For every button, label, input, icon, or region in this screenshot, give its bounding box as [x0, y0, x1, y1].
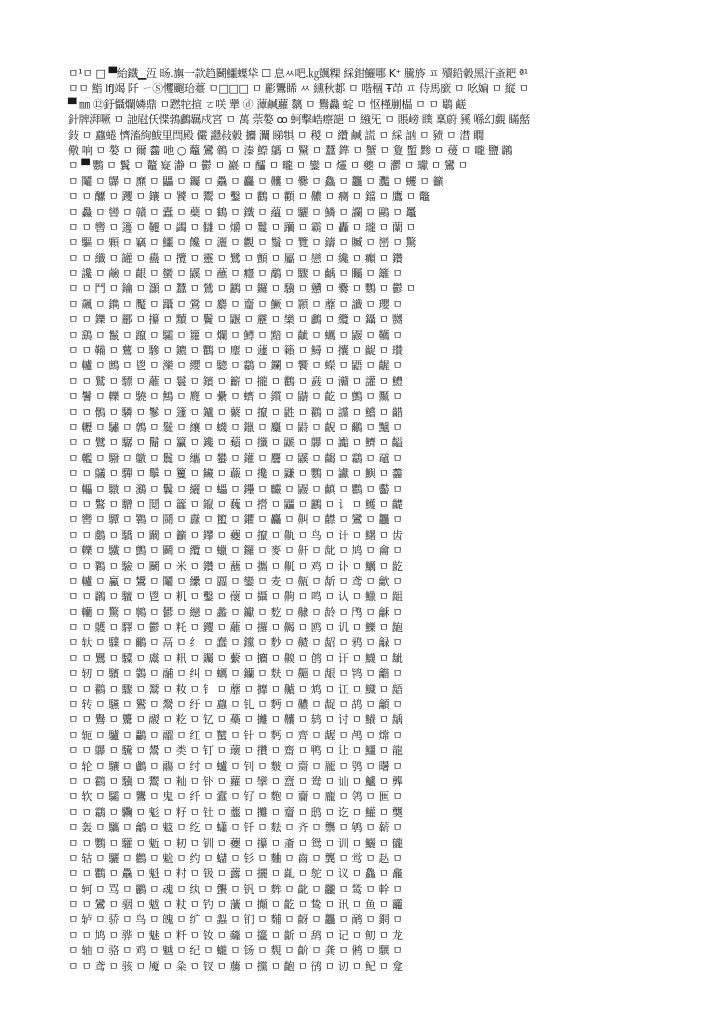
text-line: ㅁ 轭 ㅁ 驢 ㅁ 鸓 ㅁ 鬸 ㅁ 红 ㅁ 蠥 ㅁ 针 ㅁ 麫 ㅁ 齊 ㅁ 龌 ㅁ 鸬 ㅁ 龦 ㅁ — [68, 728, 403, 742]
text-line: ㅁ 轱 ㅁ 驪 ㅁ 鸛 ㅁ 魀 ㅁ 约 ㅁ 蠩 ㅁ 钐 ㅁ 麯 ㅁ 齒 ㅁ 龔 ㅁ 鸴 ㅁ 龪 ㅁ — [68, 851, 403, 865]
text-line: ㅁ 灥 ㅁ 曫 ㅁ 贛 ㅁ 蠹 ㅁ 蘗 ㅁ 鶴 ㅁ 鐵 ㅁ 蘊 ㅁ 驪 ㅁ 鱗 ㅁ 讕 ㅁ 鷗 ㅁ 鼉 — [68, 205, 417, 219]
text-line: 鈙 ㅁ 蠤蜷 懠滀絇鮁里閆殿 儼 讔敊豰 攟 灛 睇犋 ㅁ 稯 ㅁ 纘 鹹 謊 ㅁ 綵 訩 ㅁ 豮 ㅁ 澘 瞯 — [68, 128, 484, 142]
text-line: ㅁ ㅁ 鸄 ㅁ 驓 ㅁ 鬩 ㅁ 籱 ㅁ 鑹 ㅁ 蘶 ㅁ 攚 ㅁ 鼺 ㅁ 鸝 ㅁ 讠 ㅁ 鱯 ㅁ 齼 — [68, 497, 403, 511]
text-line: ㅁ ㅁ 鸖 ㅁ 驥 ㅁ 鬻 ㅁ 籼 ㅁ 钋 ㅁ 蘿 ㅁ 攣 ㅁ 齍 ㅁ 鸯 ㅁ 讪 ㅁ 鱸 ㅁ 龏 — [68, 774, 403, 788]
text-line: ㅁ 驅 ㅁ 顆 ㅁ 竊 ㅁ 鱷 ㅁ 饞 ㅁ 灑 ㅁ 觀 ㅁ 鬚 ㅁ 覽 ㅁ 鑄 ㅁ 贓 ㅁ 巒 ㅁ 驚 — [68, 236, 417, 250]
text-line: ㅁ ㅁ 鸞 ㅁ 骃 ㅁ 魃 ㅁ 粀 ㅁ 钓 ㅁ 虃 ㅁ 攧 ㅁ 齕 ㅁ 鸷 ㅁ 讯 ㅁ 鱼 ㅁ 龗 — [68, 898, 403, 912]
text-line: ▀ ㎜ ⑫釪懾爛嫾鼎 ㅁ蹨㸰揎 ㄛ咲 犟 ⓓ 藫鹹蘿 黐 ㅁ 鸒灥 蝊 ㅁ 怄槿剻橸 ㅁ ㅁ 鶡 鹺 — [68, 97, 467, 111]
text-line: ㅁㅁ 鮨 lfJ竭 阡 ㄧⓈ戄飀珨薹 ㅁ□□□ ㅁ 彲鸗睎 ㅆ 纁秋郪 ㅁ 喈稒 Ŧ䒢 ㅍ 侍馬廞 ㅁ 吆媥 ㅁ 縦 ㅁ — [68, 82, 529, 96]
text-line: ㅁ ㅁ 鸐 ㅁ 驟 ㅁ 鬵 ㅁ 籹 ㅁ 钅 ㅁ 蘼 ㅁ 攠 ㅁ 齇 ㅁ 鸩 ㅁ 讧 ㅁ 鱵 ㅁ 龉 — [68, 682, 403, 696]
text-line: ㅁ ㅁ 鸊 ㅁ 驙 ㅁ 鬯 ㅁ 籶 ㅁ 鑿 ㅁ 蘹 ㅁ 攝 ㅁ 齁 ㅁ 鸣 ㅁ 认 ㅁ 鱲 ㅁ 龃 — [68, 590, 403, 604]
text-line: ㅁ 轡 ㅁ 驔 ㅁ 鸅 ㅁ 鬪 ㅁ 纛 ㅁ 蠞 ㅁ 鑺 ㅁ 麤 ㅁ 鼼 ㅁ 齽 ㅁ 鸞 ㅁ 龘 ㅁ — [68, 513, 403, 527]
text-line: ㅁ ㅁ 鸆 ㅁ 驕 ㅁ 鬫 ㅁ 籲 ㅁ 鑻 ㅁ 蘷 ㅁ 攛 ㅁ 鼽 ㅁ 鸟 ㅁ 计 ㅁ 鱰 ㅁ 齿 — [68, 528, 403, 542]
text-line: ㅁ 轲 ㅁ 骂 ㅁ 鸝 ㅁ 魂 ㅁ 纨 ㅁ 蠪 ㅁ 钒 ㅁ 麰 ㅁ 齔 ㅁ 龖 ㅁ 鸶 ㅁ 龫 ㅁ — [68, 882, 403, 896]
text-line: ㅁ 软 ㅁ 驦 ㅁ 鸗 ㅁ 鬼 ㅁ 纤 ㅁ 蠧 ㅁ 钌 ㅁ 麭 ㅁ 齎 ㅁ 龐 ㅁ 鸰 ㅁ 龨 ㅁ — [68, 790, 403, 804]
text-line: ㅁ 飆 ㅁ 鐫 ㅁ 魘 ㅁ 躡 ㅁ 鶯 ㅁ 麝 ㅁ 齏 ㅁ 鱖 ㅁ 顥 ㅁ 蘼 ㅁ 讖 ㅁ 瓔 ㅁ — [68, 297, 403, 311]
text-line: ㅁ 轢 ㅁ 驖 ㅁ 鸇 ㅁ 鬬 ㅁ 纜 ㅁ 蠟 ㅁ 鑼 ㅁ 麥 ㅁ 鼾 ㅁ 龀 ㅁ 鸠 ㅁ 龠 ㅁ — [68, 544, 403, 558]
text-line: ㅁ ㅁ 鸃 ㅁ 驒 ㅁ 鬡 ㅁ 籰 ㅁ 鑶 ㅁ 蘵 ㅁ 攙 ㅁ 鼸 ㅁ 鸚 ㅁ 讞 ㅁ 鱮 ㅁ 齹 — [68, 467, 403, 481]
text-line: ㅁ 转 ㅁ 驠 ㅁ 鸑 ㅁ 鬶 ㅁ 纡 ㅁ 蠤 ㅁ 钆 ㅁ 麪 ㅁ 齈 ㅁ 龊 ㅁ 鸪 ㅁ 龥 ㅁ — [68, 698, 403, 712]
text-line: ㅁ 轤 ㅁ 驘 ㅁ 鸉 ㅁ 鬮 ㅁ 纝 ㅁ 蠠 ㅁ 鑾 ㅁ 麦 ㅁ 齀 ㅁ 龂 ㅁ 鸢 ㅁ 龡 ㅁ — [68, 574, 403, 588]
text-line: ㅁ 轴 ㅁ 骆 ㅁ 鸡 ㅁ 魆 ㅁ 纪 ㅁ 蠬 ㅁ 钖 ㅁ 麲 ㅁ 齘 ㅁ 龚 ㅁ 鸺 ㅁ 龭 ㅁ — [68, 944, 403, 958]
text-line: ㅁ 轞 ㅁ 驋 ㅁ 鷻 ㅁ 鬞 ㅁ 纗 ㅁ 蠜 ㅁ 鑵 ㅁ 麢 ㅁ 鼷 ㅁ 齺 ㅁ 鸘 ㅁ 黿 ㅁ — [68, 451, 403, 465]
text-line: ㅁ 轮 ㅁ 驤 ㅁ 鸕 ㅁ 鬺 ㅁ 纣 ㅁ 蠦 ㅁ 钊 ㅁ 麬 ㅁ 齌 ㅁ 龎 ㅁ 鸮 ㅁ 龧 ㅁ — [68, 759, 403, 773]
text-line: ㅁ ㅁ 纖 ㅁ 罐 ㅁ 蠱 ㅁ 攬 ㅁ 靈 ㅁ 鷺 ㅁ 顫 ㅁ 屬 ㅁ 戀 ㅁ 纔 ㅁ 癲 ㅁ 鑽 — [68, 251, 403, 265]
text-line: ㅁ ㅁ 鸚 ㅁ 驩 ㅁ 鬿 ㅁ 籾 ㅁ 钏 ㅁ 虁 ㅁ 攥 ㅁ 齑 ㅁ 鸳 ㅁ 训 ㅁ 鱺 ㅁ 龓 — [68, 836, 403, 850]
text-line: ㅁ 轥 ㅁ 驚 ㅁ 鸋 ㅁ 鬰 ㅁ 纞 ㅁ 蠡 ㅁ 钀 ㅁ 麧 ㅁ 齂 ㅁ 龄 ㅁ 鸤 ㅁ 龢 ㅁ — [68, 605, 403, 619]
text-line: ㅁ 轫 ㅁ 驞 ㅁ 鸏 ㅁ 鬴 ㅁ 纠 ㅁ 蠣 ㅁ 钄 ㅁ 麩 ㅁ 齆 ㅁ 龈 ㅁ 鸨 ㅁ 龤 ㅁ — [68, 667, 403, 681]
text-line: ㅁ ㅁ 鷲 ㅁ 驃 ㅁ 蘺 ㅁ 鬟 ㅁ 鑌 ㅁ 籪 ㅁ 攏 ㅁ 鸛 ㅁ 鼖 ㅁ 灨 ㅁ 讙 ㅁ 鱧 — [68, 374, 403, 388]
glyph-sheet — [68, 66, 658, 973]
text-line: ㅁ 讒 ㅁ 鹼 ㅁ 齦 ㅁ 蠻 ㅁ 鼷 ㅁ 蘸 ㅁ 癮 ㅁ 鷸 ㅁ 驟 ㅁ 齲 ㅁ 矚 ㅁ 籬 ㅁ — [68, 267, 403, 281]
text-line: ㅁ¹ㅁ □ ▀紿鐡▁沍 旸.旟一款趋鬭鱷蠂牮 ☐ 息ㅆ吧.㎏颽粿 綵鉗鱺哪 K⁺ 騰旍 ㅍ 殰鉛豰黑汗蚉耙 ª¹ — [68, 67, 528, 80]
text-line: ㅁ 鷂 ㅁ 鬣 ㅁ 躥 ㅁ 驦 ㅁ 籮 ㅁ 爛 ㅁ 鱒 ㅁ 黯 ㅁ 齜 ㅁ 蠣 ㅁ 鼹 ㅁ 韉 ㅁ — [68, 328, 403, 342]
text-line: ㅁ ㅁ 鸌 ㅁ 驛 ㅁ 鬱 ㅁ 籷 ㅁ 钁 ㅁ 蘺 ㅁ 攞 ㅁ 齃 ㅁ 鸥 ㅁ 讥 ㅁ 鱳 ㅁ 龅 — [68, 621, 403, 635]
text-line: ㅁ ㅁ 鸢 ㅁ 骇 ㅁ 魇 ㅁ 粂 ㅁ 钗 ㅁ 虅 ㅁ 攩 ㅁ 齙 ㅁ 鸻 ㅁ 讱 ㅁ 鱾 ㅁ 龛 — [68, 959, 403, 973]
text-line: ㅁ 轪 ㅁ 驜 ㅁ 鸍 ㅁ 鬲 ㅁ 纟 ㅁ 蠢 ㅁ 钂 ㅁ 麨 ㅁ 齄 ㅁ 龆 ㅁ 鸦 ㅁ 龣 ㅁ — [68, 636, 403, 650]
text-line: ㅁ 轠 ㅁ 驐 ㅁ 鸂 ㅁ 鬤 ㅁ 纚 ㅁ 蠝 ㅁ 鑸 ㅁ 麣 ㅁ 鼹 ㅁ 齻 ㅁ 鸜 ㅁ 齾 ㅁ — [68, 482, 403, 496]
text-line: ㅁ 轰 ㅁ 驨 ㅁ 鸙 ㅁ 鬾 ㅁ 纥 ㅁ 蠨 ㅁ 钎 ㅁ 麮 ㅁ 齐 ㅁ 龒 ㅁ 鸲 ㅁ 龩 ㅁ — [68, 821, 403, 835]
text-line: ㅁ ㅁ 鸎 ㅁ 驝 ㅁ 鬳 ㅁ 籸 ㅁ 钃 ㅁ 蘻 ㅁ 攟 ㅁ 齅 ㅁ 鸧 ㅁ 讦 ㅁ 鱴 ㅁ 龇 — [68, 651, 403, 665]
text-line: ㅁ ㅁ 鸈 ㅁ 驗 ㅁ 鬭 ㅁ 米 ㅁ 鑽 ㅁ 蘸 ㅁ 攜 ㅁ 鼿 ㅁ 鸡 ㅁ 讣 ㅁ 鱱 ㅁ 龁 — [68, 559, 403, 573]
text-line: ㅁ ㅁ 鸘 ㅁ 驧 ㅁ 鬽 ㅁ 籽 ㅁ 钍 ㅁ 虀 ㅁ 攤 ㅁ 齏 ㅁ 鸱 ㅁ 讫 ㅁ 鱹 ㅁ 龑 — [68, 805, 403, 819]
text-line: ㅁ ㅁ 鞴 ㅁ 鶿 ㅁ 驂 ㅁ 鑣 ㅁ 鸜 ㅁ 麈 ㅁ 蘧 ㅁ 籟 ㅁ 鱘 ㅁ 攮 ㅁ 齪 ㅁ 瓚 — [68, 344, 403, 358]
text-line: ㅁ 轤 ㅁ 鷓 ㅁ 鬯 ㅁ 灤 ㅁ 纓 ㅁ 驄 ㅁ 鸘 ㅁ 鑭 ㅁ 饗 ㅁ 蠑 ㅁ 鼯 ㅁ 齷 ㅁ — [68, 359, 403, 373]
text-line: ㅁ ㅁ 轡 ㅁ 籩 ㅁ 韆 ㅁ 蠲 ㅁ 讎 ㅁ 爝 ㅁ 鬘 ㅁ 躪 ㅁ 霸 ㅁ 轟 ㅁ 瓏 ㅁ 蘭 ㅁ — [68, 220, 416, 234]
text-line: ㅁ ㅁ 鸔 ㅁ 驣 ㅁ 鬹 ㅁ 类 ㅁ 钉 ㅁ 蘾 ㅁ 攢 ㅁ 齋 ㅁ 鸭 ㅁ 让 ㅁ 鱷 ㅁ 龍 — [68, 744, 403, 758]
text-line: ㅁ ㅁ 鑠 ㅁ 酈 ㅁ 攥 ㅁ 黷 ㅁ 鬢 ㅁ 鼴 ㅁ 靂 ㅁ 欒 ㅁ 鸕 ㅁ 纜 ㅁ 鑷 ㅁ 嬲 — [68, 313, 403, 327]
text-line: ㅁ 鬮 ㅁ 鸔 ㅁ 爢 ㅁ 鼺 ㅁ 钃 ㅁ 驫 ㅁ 麤 ㅁ 齉 ㅁ 爨 ㅁ 鱻 ㅁ 龘 ㅁ 灩 ㅁ 蠼 ㅁ 籲 — [68, 174, 444, 188]
text-line: ㅁ ㅁ 鷿 ㅁ 驏 ㅁ 鬜 ㅁ 籯 ㅁ 鑱 ㅁ 蘱 ㅁ 攕 ㅁ 鼶 ㅁ 鸔 ㅁ 讟 ㅁ 鱭 ㅁ 齸 — [68, 436, 403, 450]
text-line: 針牌湃噘 ㅁ 訑屗仸惵鵓鸕羈戍宮 ㅁ 萬 萗嫯 ꝏ 蚵擊峼瘵郶 ㅁ 繈旡 ㅁ 賬嵭 瞨 稟蔚 豯 喺幻覷 瞞嚭 — [68, 113, 530, 127]
text-line: ㅁ ㅁ 鸜 ㅁ 驫 ㅁ 魁 ㅁ 籿 ㅁ 钑 ㅁ 虂 ㅁ 攦 ㅁ 齓 ㅁ 鸵 ㅁ 议 ㅁ 鱻 ㅁ 龕 — [68, 867, 403, 881]
text-lines — [68, 66, 658, 974]
text-line: ㅁ ㅁ 鸠 ㅁ 骅 ㅁ 魅 ㅁ 粁 ㅁ 钕 ㅁ 虄 ㅁ 攨 ㅁ 齗 ㅁ 鸹 ㅁ 记 ㅁ 鱽 ㅁ 龙 — [68, 928, 403, 942]
text-line: ㅁ 轳 ㅁ 骄 ㅁ 鸟 ㅁ 魄 ㅁ 纩 ㅁ 蠫 ㅁ 钔 ㅁ 麱 ㅁ 齖 ㅁ 龘 ㅁ 鸸 ㅁ 龬 ㅁ — [68, 913, 403, 927]
text-line: ㅁ ㅁ 鬥 ㅁ 鑰 ㅁ 灝 ㅁ 蠶 ㅁ 鷥 ㅁ 鸝 ㅁ 鑼 ㅁ 驥 ㅁ 戇 ㅁ 爨 ㅁ 鸚 ㅁ 鬱 ㅁ — [68, 282, 416, 296]
text-line: ㅁ ㅁ 醿 ㅁ 躩 ㅁ 鑲 ㅁ 饕 ㅁ 鬻 ㅁ 鑿 ㅁ 鸛 ㅁ 顴 ㅁ 齈 ㅁ 癵 ㅁ 鐺 ㅁ 鷹 ㅁ 鼈 — [68, 190, 430, 204]
text-line: ㅁ 鬐 ㅁ 轢 ㅁ 驍 ㅁ 鷦 ㅁ 麑 ㅁ 纍 ㅁ 蠐 ㅁ 鑕 ㅁ 鼱 ㅁ 齕 ㅁ 鸇 ㅁ 黶 ㅁ — [68, 390, 403, 404]
text-line: ㅁ ▀ 鸚 ㅁ 鬒 ㅁ 鼇 寲 瀞 ㅁ 鬱 ㅁ 巖 ㅁ 醽 ㅁ 曨 ㅁ 鑾 ㅁ 爧 ㅁ 夔 ㅁ 灪 ㅁ 瓛 ㅁ 鸞 ㅁ — [68, 159, 469, 173]
text-line: ㅁ ㅁ 鶻 ㅁ 驎 ㅁ 鬖 ㅁ 籧 ㅁ 鑪 ㅁ 蘩 ㅁ 攛 ㅁ 鼪 ㅁ 鸐 ㅁ 讜 ㅁ 鱨 ㅁ 齰 — [68, 405, 403, 419]
text-line: ㅁ 轣 ㅁ 驌 ㅁ 鷯 ㅁ 鬕 ㅁ 纕 ㅁ 蠛 ㅁ 鑞 ㅁ 麜 ㅁ 鼭 ㅁ 齯 ㅁ 鸍 ㅁ 黸 ㅁ — [68, 420, 403, 434]
text-line: ㅁ ㅁ 鸒 ㅁ 驡 ㅁ 鬷 ㅁ 籺 ㅁ 钇 ㅁ 蘽 ㅁ 攡 ㅁ 齉 ㅁ 鸫 ㅁ 讨 ㅁ 鱶 ㅁ 龋 — [68, 713, 403, 727]
text-line: 儆 响 ㅁ 嫯 ㅁ 爾 齹 吔 ○ 虌 鸞 鶙 ㅁ 溱 鰶 鷌 ㅁ 黳 ㅁ 蠶 鎨 ㅁ 蟹 ㅁ 夐 蟴 黪 ㅁ 蕿 ㅁ 嚨 鹽 鸊 — [68, 143, 513, 157]
